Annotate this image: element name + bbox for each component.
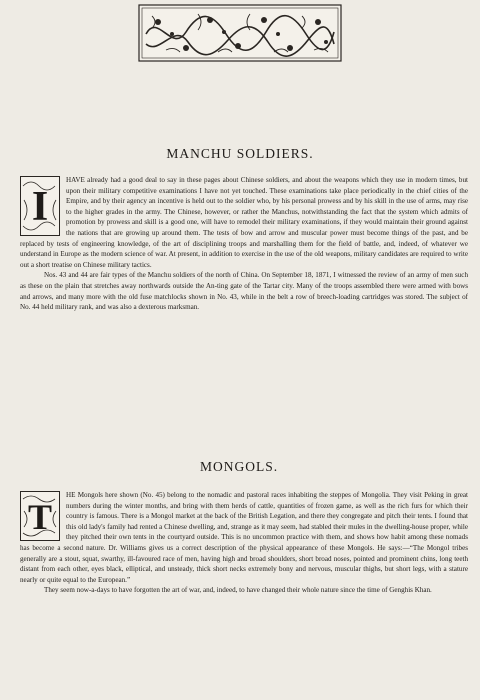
paragraph: HAVE already had a good deal to say in these pages about Chinese soldiers, and about the weapons which they use in modern times, but upon their military competitive examinations I have not yet touched. These examinations take place periodically in the chief cities of the Empire, and by their agency an incentive is held out to the soldier who, by his personal prowess and by his skill in the use of arms, may rise to the higher grades in the army. The Chinese, however, or rather the Manchus, notwithstanding the fact that the system which admits of promotion by prowess and skill is a good one, will have to remodel their military examinations, if they would maintain their ground against the nations that are growing up around them. The tests of bow and arrow and muscular power must become things of the past, and be replaced by tests of engineering knowledge, of the art of disciplining troops and marshalling them for the field of battle, and, indeed, of whatever we understand in Europe as the modern science of war. At present, in addition to exercise in the use of the old weapons, military candidates are required to write out a short treatise on Chinese military tactics. <box>20 176 468 269</box>
decorated-initial-icon <box>20 491 60 541</box>
paragraph: They seem now-a-days to have forgotten the art of war, and, indeed, to have changed their whole nature since the time of Genghis Khan. <box>44 586 432 595</box>
svg-text:T: T <box>27 497 53 537</box>
section-title-manchu: MANCHU SOLDIERS. <box>166 146 314 161</box>
decorated-initial-icon <box>20 176 60 236</box>
floral-ornament-icon <box>138 4 342 62</box>
section-title-mongols: MONGOLS. <box>200 459 279 474</box>
dropcap-ornament <box>20 491 60 541</box>
paragraph: Nos. 43 and 44 are fair types of the Manchu soldiers of the north of China. On September 18, 1871, I witnessed the review of an army of men such as these on the plain that stretches away northwards outside the An-ting gate of the Tartar city. Many of the troops assembled there were armed with bows and arrows, and many more with the old fuse matchlocks shown in No. 43, while in the belt a row of breech-loading cartridges was stored. The subject of No. 44 held military rank, and was also a dexterous marksman. <box>20 271 468 312</box>
dropcap-ornament <box>20 176 60 236</box>
header-ornament <box>138 4 342 62</box>
section-body-manchu <box>20 175 468 313</box>
svg-text:I: I <box>31 184 49 230</box>
paragraph: HE Mongols here shown (No. 45) belong to the nomadic and pastoral races inhabiting the steppes of Mongolia. They visit Peking in great numbers during the winter months, and bring with them herds of cattle, quantities of frozen game, as well as the rich furs for which their country is famous. There is a Mongol market at the back of the British Legation, and there they congregate and pitch their tents. I found that this old lady's family had rented a Chinese dwelling, and, strange as it may seem, had stabled their mules in the dwelling-house proper, while they pitched their own tents in the courtyard outside. This is no uncommon practice with them, and shows how habit among these nomads has become a second nature. Dr. Williams gives us a correct description of the physical appearance of these Mongols. He says:—“The Mongol tribes generally are a stout, squat, swarthy, ill-favoured race of men, having high and broad shoulders, short broad noses, pointed and prominent chins, long teeth distant from each other, eyes black, elliptical, and unsteady, thick short necks extremely bony and nervous, muscular thighs, but short legs, with a stature nearly or quite equal to the European.” <box>20 491 468 584</box>
section-body-mongols <box>20 490 468 596</box>
